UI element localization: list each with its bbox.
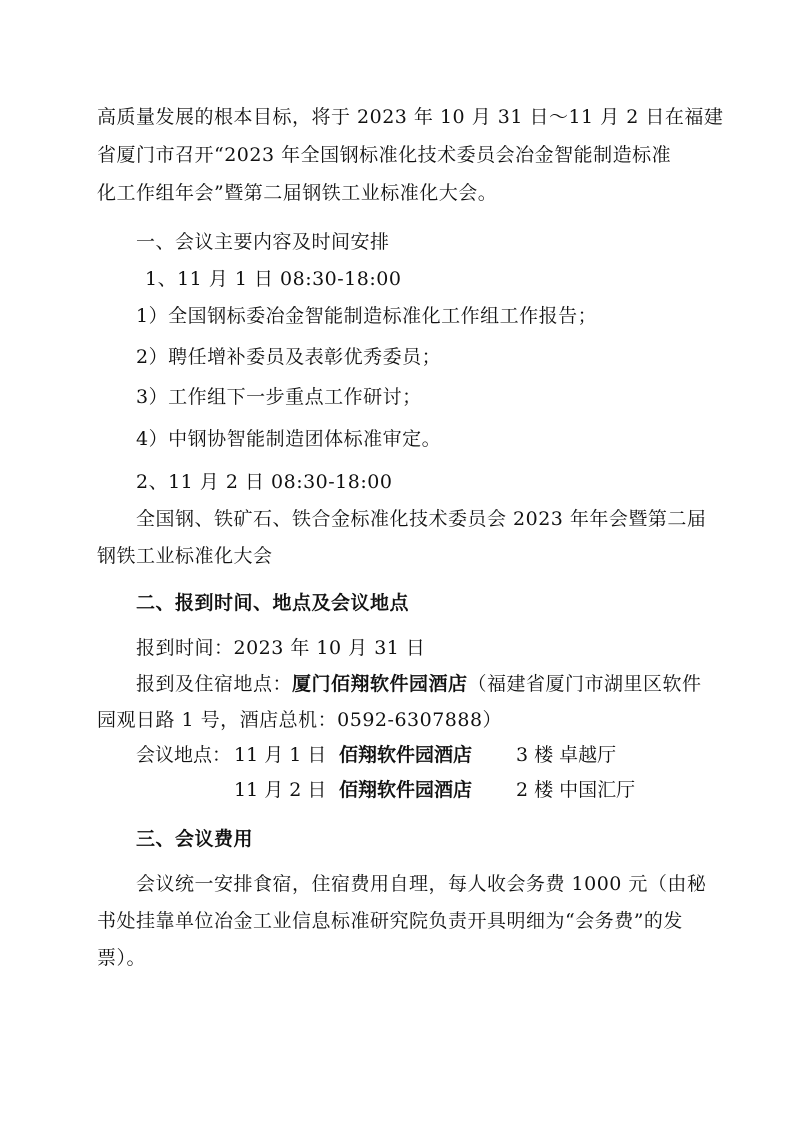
lodging-hotel: 厦门佰翔软件园酒店 xyxy=(292,673,468,695)
venue-2-hotel: 佰翔软件园酒店 xyxy=(339,779,473,801)
fee-line-1: 会议统一安排食宿，住宿费用自理，每人收会务费 1000 元（由秘 xyxy=(136,873,707,895)
section-3-heading: 三、会议费用 xyxy=(136,828,254,850)
venue-label: 会议地点： xyxy=(136,744,232,766)
lodging-line-2: 园观日路 1 号，酒店总机：0592-6307888） xyxy=(97,709,503,731)
venue-1-date: 11 月 1 日 xyxy=(234,744,327,766)
venue-1-room: 3 楼 卓越厅 xyxy=(516,744,617,766)
fee-line-2: 书处挂靠单位冶金工业信息标准研究院负责开具明细为“会务费”的发 xyxy=(97,910,683,932)
lodging-detail: （福建省厦门市湖里区软件 xyxy=(467,673,702,695)
agenda-item-4: 4）中钢协智能制造团体标准审定。 xyxy=(136,428,442,450)
day-2-desc-line-1: 全国钢、铁矿石、铁合金标准化技术委员会 2023 年年会暨第二届 xyxy=(136,508,707,530)
lodging-line-1 xyxy=(136,672,702,696)
section-1-heading: 一、会议主要内容及时间安排 xyxy=(136,231,390,253)
agenda-item-2: 2）聘任增补委员及表彰优秀委员； xyxy=(136,346,442,368)
venue-2-date: 11 月 2 日 xyxy=(234,779,327,801)
venue-2-room: 2 楼 中国汇厅 xyxy=(516,779,636,801)
fee-line-3: 票）。 xyxy=(97,947,147,969)
venue-1-hotel: 佰翔软件园酒店 xyxy=(339,744,473,766)
day-1-time: 1、11 月 1 日 08:30-18:00 xyxy=(145,268,402,290)
checkin-time: 报到时间：2023 年 10 月 31 日 xyxy=(136,637,426,659)
section-2-heading: 二、报到时间、地点及会议地点 xyxy=(136,592,410,614)
day-2-desc-line-2: 钢铁工业标准化大会 xyxy=(97,545,273,567)
intro-line-3: 化工作组年会”暨第二届钢铁工业标准化大会。 xyxy=(97,182,498,204)
lodging-label: 报到及住宿地点： xyxy=(136,673,293,695)
agenda-item-1: 1）全国钢标委冶金智能制造标准化工作组工作报告； xyxy=(136,305,598,327)
day-2-time: 2、11 月 2 日 08:30-18:00 xyxy=(136,471,393,493)
intro-line-2: 省厦门市召开“2023 年全国钢标准化技术委员会冶金智能制造标准 xyxy=(97,144,672,166)
agenda-item-3: 3）工作组下一步重点工作研讨； xyxy=(136,386,422,408)
intro-line-1: 高质量发展的根本目标，将于 2023 年 10 月 31 日～11 月 2 日在福建 xyxy=(97,106,724,128)
